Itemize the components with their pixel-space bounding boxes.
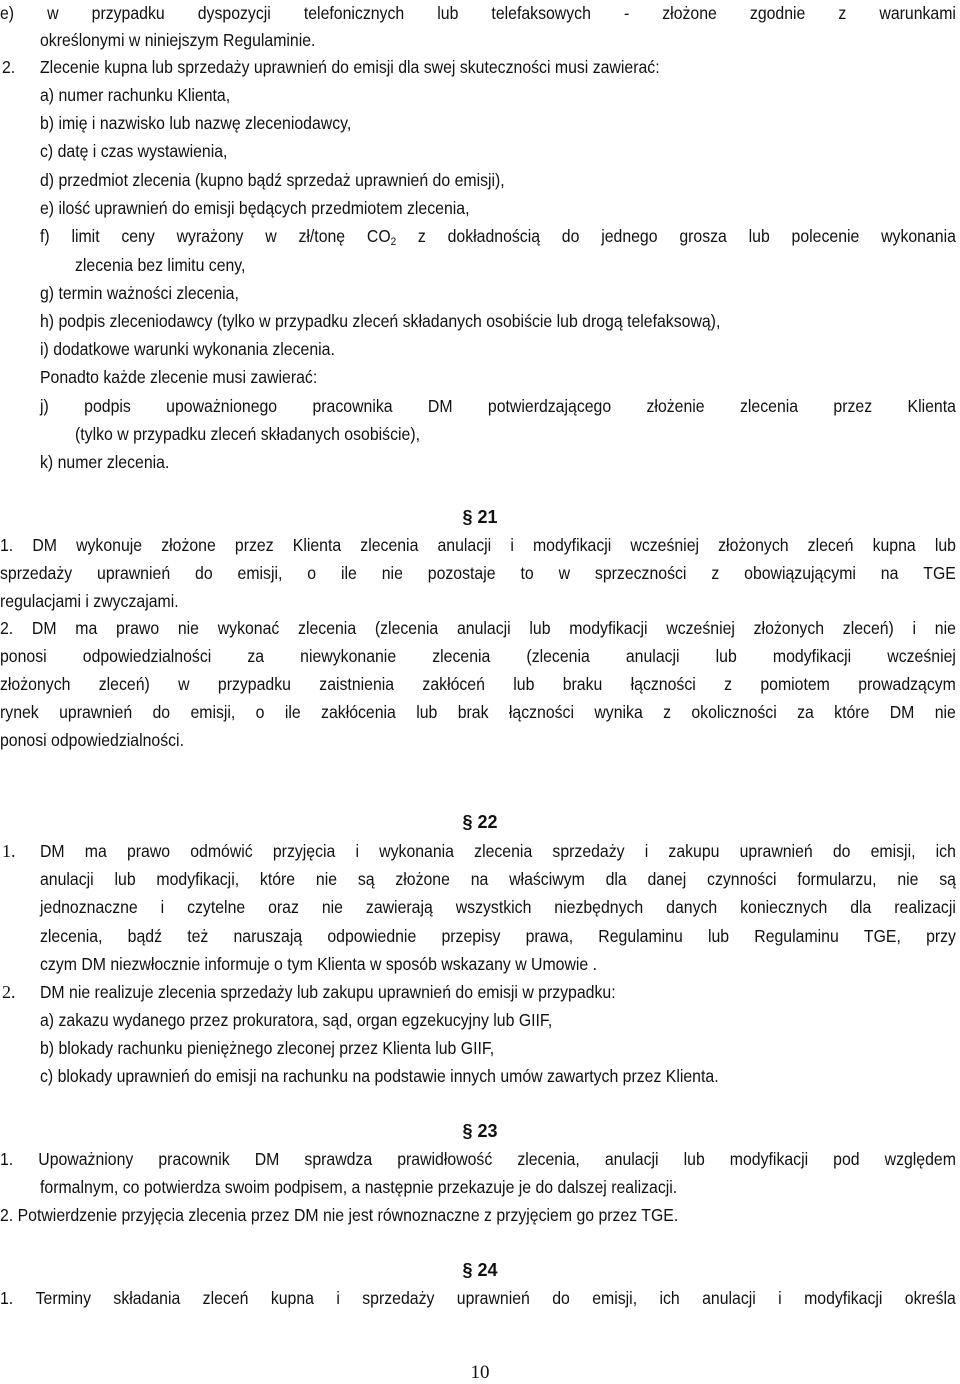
word: złożone — [161, 535, 216, 555]
word: w — [178, 674, 190, 694]
word: lub — [934, 535, 956, 555]
word: wykonać — [217, 618, 280, 638]
word: limit — [71, 226, 100, 246]
word: są — [357, 869, 375, 889]
page-number: 10 — [470, 1362, 490, 1383]
word: potwierdzającego — [487, 396, 612, 416]
text-line: g) termin ważności zlecenia, — [40, 283, 239, 303]
word: z — [417, 226, 426, 246]
text-line: (tylko w przypadku zleceń składanych osobiście), — [75, 424, 420, 444]
word: Klienta — [907, 396, 956, 416]
word: upoważnionego — [166, 396, 278, 416]
list-number: 2. — [2, 982, 16, 1002]
word: danej — [647, 869, 687, 889]
word: anulacji — [456, 618, 511, 638]
text-line — [0, 534, 956, 556]
text-line: formalnym, co potwierdza swoim podpisem, a następnie przekazuje je do dalszej realizacji. — [40, 1177, 678, 1197]
word: nie — [934, 702, 956, 722]
word: realizacji — [894, 897, 956, 917]
text-line — [0, 617, 956, 639]
word: emisji, — [237, 563, 283, 583]
word: prawidłowość — [397, 1149, 493, 1169]
text-line — [0, 673, 956, 695]
word: zakupu — [668, 841, 720, 861]
word: modyfikacji — [729, 1149, 809, 1169]
text-line: k) numer zlecenia. — [40, 452, 170, 472]
word: odpowiedzialności — [82, 646, 212, 666]
word: przyjęcia — [272, 841, 336, 861]
word: zlecenia — [360, 535, 419, 555]
word: zlecenia — [432, 646, 491, 666]
word: TGE, — [863, 926, 901, 946]
text-line: i) dodatkowe warunki wykonania zlecenia. — [40, 339, 335, 359]
word: warunkami — [879, 3, 956, 23]
text-line: b) blokady rachunku pieniężnego zleconej przez Klienta lub GIIF, — [40, 1038, 495, 1058]
word: na — [880, 563, 899, 583]
word: zleceń) — [842, 618, 894, 638]
text-line — [0, 2, 956, 24]
text-line: a) numer rachunku Klienta, — [40, 85, 231, 105]
text-line: a) zakazu wydanego przez prokuratora, sąd, organ egzekucyjny lub GIIF, — [40, 1010, 553, 1030]
word: łączności — [630, 674, 696, 694]
word: anulacji — [625, 646, 680, 666]
word: modyfikacji, — [156, 869, 240, 889]
word: Regulaminu — [598, 926, 683, 946]
word: - — [623, 3, 630, 23]
word: odpowiednie — [327, 926, 417, 946]
word: z — [724, 674, 733, 694]
word: składania — [113, 1288, 181, 1308]
word: złożone — [662, 3, 717, 23]
word: w — [47, 3, 59, 23]
text-line: c) datę i czas wystawienia, — [40, 141, 228, 161]
word: sprawdza — [304, 1149, 373, 1169]
word: przypadku — [217, 674, 291, 694]
word: bądź — [127, 926, 163, 946]
word: i — [912, 618, 917, 638]
word: zlecenia — [298, 618, 357, 638]
text-line — [40, 395, 956, 417]
section-heading: § 22 — [462, 812, 498, 832]
word: brak — [457, 702, 489, 722]
word: zlecenia, — [40, 926, 103, 946]
word: i — [336, 1288, 340, 1308]
word: rynek — [0, 702, 39, 722]
word: ile — [284, 702, 301, 722]
word: modyfikacji — [569, 618, 648, 638]
word: (zlecenia — [374, 618, 439, 638]
word: lub — [529, 618, 551, 638]
word: z — [711, 563, 720, 583]
word: i — [355, 841, 360, 861]
text-line: h) podpis zleceniodawcy (tylko w przypadku zleceń składanych osobiście lub drogą telefaksową), — [40, 311, 721, 331]
text-line: czym DM niezwłocznie informuje o tym Klienta w sposób wskazany w Umowie . — [40, 954, 598, 974]
word: 1. — [0, 1288, 14, 1308]
word: w — [265, 226, 277, 246]
word: pomiotem — [760, 674, 830, 694]
word: DM — [40, 841, 65, 861]
word: na — [470, 869, 489, 889]
text-line: określonymi w niniejszym Regulaminie. — [40, 30, 316, 50]
word: nie — [315, 869, 338, 889]
text-line: Zlecenie kupna lub sprzedaży uprawnień do emisji dla swej skuteczności musi zawierać: — [40, 57, 660, 77]
section-heading: § 21 — [462, 507, 498, 527]
text-line — [0, 562, 956, 584]
word: emisji, — [592, 1288, 638, 1308]
word: są — [939, 869, 956, 889]
word: i — [160, 897, 165, 917]
word: zlecenia, — [517, 1149, 580, 1169]
word: telefonicznych — [303, 3, 405, 23]
word: pracownika — [312, 396, 393, 416]
word: emisji, — [190, 702, 236, 722]
word: DM — [427, 396, 453, 416]
word: DM — [254, 1149, 280, 1169]
text-line — [40, 840, 956, 862]
word: Terminy — [35, 1288, 92, 1308]
word: formularzu, — [797, 869, 877, 889]
word: j) — [40, 396, 49, 416]
subscript: 2 — [390, 236, 397, 248]
word: zgodnie — [749, 3, 806, 23]
word: 2. — [0, 618, 14, 638]
word: ceny — [121, 226, 155, 246]
word: wykonania — [881, 226, 956, 246]
word: przez — [234, 535, 274, 555]
word: złożenie — [646, 396, 705, 416]
list-number: 1. — [2, 841, 16, 861]
word: za — [797, 702, 814, 722]
word: do — [832, 841, 851, 861]
word: DM — [31, 618, 57, 638]
word: grosza — [679, 226, 727, 246]
word: o — [307, 563, 317, 583]
word: modyfikacji — [804, 1288, 883, 1308]
word: wcześniej — [630, 535, 700, 555]
word: uprawnień — [739, 841, 813, 861]
word: okoliczności — [691, 702, 777, 722]
word: dyspozycji — [197, 3, 271, 23]
word: do — [552, 1288, 570, 1308]
word: Regulaminu — [754, 926, 839, 946]
word: wynika — [594, 702, 643, 722]
word: w — [558, 563, 571, 583]
word: sprzedaży — [0, 563, 73, 583]
word: czytelne — [187, 897, 246, 917]
word: zlecenia — [739, 396, 799, 416]
word: (zlecenia — [526, 646, 590, 666]
word: Upoważniony — [38, 1149, 134, 1169]
word: wyrażony — [176, 226, 244, 246]
word: braku — [562, 674, 603, 694]
word: emisji, — [870, 841, 916, 861]
word: nie — [321, 897, 343, 917]
word: lub — [683, 1149, 705, 1169]
word: lub — [114, 869, 136, 889]
word: lub — [715, 646, 737, 666]
word: lub — [513, 674, 535, 694]
word: danych — [666, 897, 718, 917]
text-line: regulacjami i zwyczajami. — [0, 591, 179, 611]
word: sprzedaży — [552, 841, 625, 861]
word: oraz — [268, 897, 299, 917]
word: nie — [381, 563, 403, 583]
text-line: Ponadto każde zlecenie musi zawierać: — [40, 367, 318, 387]
word: i — [778, 1288, 782, 1308]
word: ile — [341, 563, 357, 583]
word: ponosi — [0, 646, 47, 666]
word: niezbędnych — [554, 897, 644, 917]
word: wcześniej — [887, 646, 956, 666]
word: i — [510, 535, 514, 555]
text-line — [40, 925, 956, 947]
word: o — [255, 702, 265, 722]
word: wszystkich — [455, 897, 532, 917]
text-line — [40, 868, 956, 890]
word: złożonych — [753, 618, 825, 638]
word: prawo — [126, 841, 171, 861]
text-line — [0, 701, 956, 723]
word: dla — [605, 869, 627, 889]
word: DM — [32, 535, 57, 555]
word: ich — [935, 841, 956, 861]
word: przypadku — [91, 3, 165, 23]
word: lub — [437, 3, 459, 23]
word: z — [663, 702, 672, 722]
text-line: d) przedmiot zlecenia (kupno bądź sprzedaż uprawnień do emisji), — [40, 170, 505, 190]
word: nie — [177, 618, 199, 638]
section-heading: § 23 — [462, 1121, 498, 1141]
text-line: e) ilość uprawnień do emisji będących przedmiotem zlecenia, — [40, 198, 470, 218]
word: podpis — [84, 396, 131, 416]
word: pozostaje — [427, 563, 496, 583]
word: zakłócenia — [321, 702, 396, 722]
word: prowadzącym — [858, 674, 956, 694]
text-line: zlecenia bez limitu ceny, — [75, 255, 246, 275]
word: jednego — [601, 226, 658, 246]
word: zakłóceń — [422, 674, 485, 694]
word: zleceń) — [98, 674, 150, 694]
word: zł/tonę — [298, 226, 346, 246]
word: 1. — [0, 1149, 14, 1169]
word: pracownik — [158, 1149, 230, 1169]
word: zawierają — [365, 897, 433, 917]
word: e) — [0, 3, 15, 23]
word: które — [259, 869, 296, 889]
word: f) — [40, 226, 50, 246]
word: uprawnień — [59, 702, 133, 722]
word: dokładnością — [447, 226, 541, 246]
word: zlecenia — [474, 841, 533, 861]
word: lub — [748, 226, 770, 246]
word: względem — [884, 1149, 956, 1169]
word: zleceń — [202, 1288, 249, 1308]
text-line: b) imię i nazwisko lub nazwę zleceniodawcy, — [40, 113, 352, 133]
word: $CO_2$ — [366, 226, 397, 248]
word: ma — [75, 618, 98, 638]
text-line: ponosi odpowiedzialności. — [0, 730, 184, 750]
word: modyfikacji — [532, 535, 612, 555]
word: anulacji — [702, 1288, 756, 1308]
list-number: 2. — [2, 57, 16, 77]
word: koniecznych — [740, 897, 828, 917]
word: obowiązującymi — [744, 563, 856, 583]
word: kupna — [270, 1288, 314, 1308]
word: wcześniej — [666, 618, 735, 638]
word: lub — [416, 702, 438, 722]
word: DM — [889, 702, 915, 722]
word: przy — [926, 926, 956, 946]
word: czynności — [707, 869, 777, 889]
text-line: c) blokady uprawnień do emisji na rachunku na podstawie innych umów zawartych przez Klienta. — [40, 1066, 719, 1086]
word: polecenie — [791, 226, 860, 246]
word: nie — [934, 618, 956, 638]
text-line: DM nie realizuje zlecenia sprzedaży lub zakupu uprawnień do emisji w przypadku: — [40, 982, 616, 1002]
text-line — [0, 1287, 956, 1309]
word: prawa, — [525, 926, 574, 946]
word: naruszają — [233, 926, 303, 946]
word: złożonych — [718, 535, 789, 555]
word: złożonych — [0, 674, 71, 694]
word: modyfikacji — [772, 646, 852, 666]
text-line — [0, 1148, 956, 1170]
word: ich — [659, 1288, 680, 1308]
word: ma — [84, 841, 107, 861]
word: nie — [897, 869, 919, 889]
word: określa — [904, 1288, 956, 1308]
word: anulacji — [604, 1149, 659, 1169]
word: sprzedaży — [362, 1288, 435, 1308]
word: telefaksowych — [491, 3, 591, 23]
word: anulacji — [40, 869, 94, 889]
word: właściwym — [509, 869, 585, 889]
word: kupna — [872, 535, 916, 555]
word: zleceń — [807, 535, 854, 555]
word: wykonania — [379, 841, 454, 861]
word: pod — [833, 1149, 860, 1169]
section-heading: § 24 — [462, 1260, 498, 1280]
text-line — [0, 645, 956, 667]
word: łączności — [508, 702, 575, 722]
word: prawo — [116, 618, 160, 638]
word: uprawnień — [97, 563, 171, 583]
word: uprawnień — [456, 1288, 530, 1308]
word: dla — [850, 897, 872, 917]
word: z — [838, 3, 847, 23]
word: do — [195, 563, 213, 583]
word: lub — [707, 926, 730, 946]
text-line — [40, 225, 956, 247]
word: niewykonanie — [300, 646, 397, 666]
word: TGE — [923, 563, 956, 583]
word: za — [247, 646, 265, 666]
word: anulacji — [437, 535, 492, 555]
word: Klienta — [292, 535, 342, 555]
word: wykonuje — [76, 535, 143, 555]
text-line — [40, 896, 956, 918]
word: jednoznaczne — [40, 897, 138, 917]
word: do — [152, 702, 171, 722]
word: które — [834, 702, 870, 722]
word: przepisy — [441, 926, 501, 946]
word: złożone — [395, 869, 450, 889]
word: sprzeczności — [594, 563, 687, 583]
word: to — [520, 563, 534, 583]
word: odmówić — [190, 841, 253, 861]
word: zaistnienia — [319, 674, 395, 694]
word: do — [561, 226, 580, 246]
text-line: 2. Potwierdzenie przyjęcia zlecenia przez DM nie jest równoznaczne z przyjęciem go przez TGE. — [0, 1205, 679, 1225]
word: też — [187, 926, 209, 946]
word: przez — [833, 396, 873, 416]
word: 1. — [0, 535, 14, 555]
word: i — [644, 841, 649, 861]
